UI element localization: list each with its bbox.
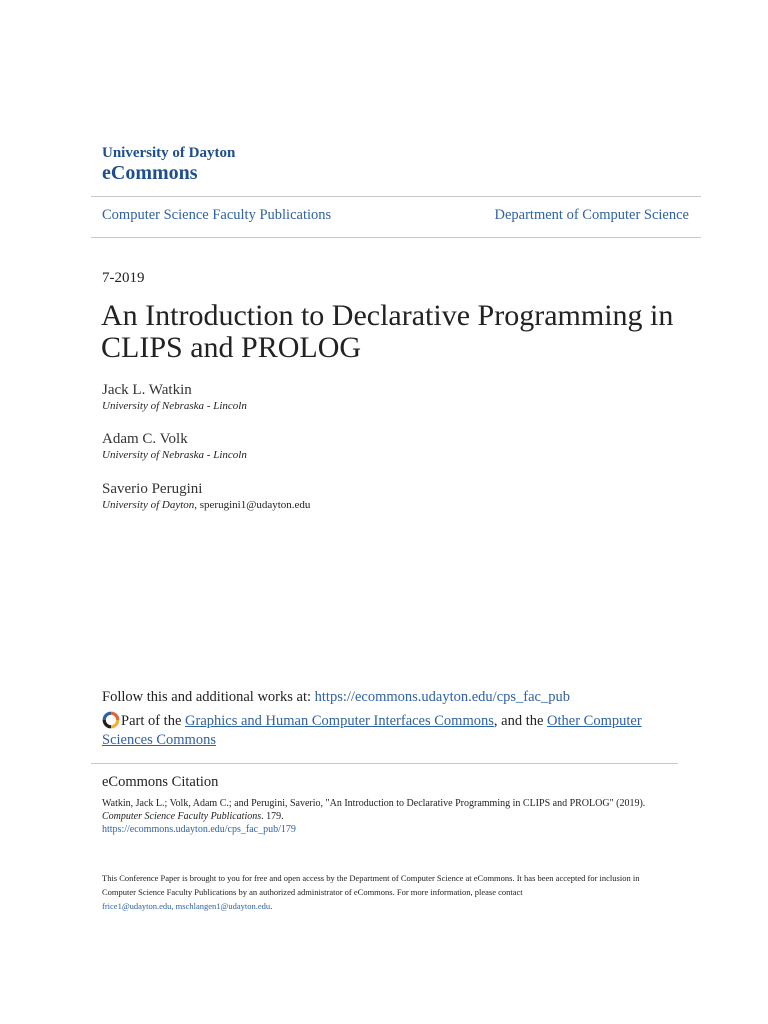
department-link[interactable]: Department of Computer Science bbox=[494, 207, 689, 223]
author-name: Saverio Perugini bbox=[102, 481, 203, 497]
contact-emails-link[interactable]: frice1@udayton.edu, mschlangen1@udayton.edu bbox=[102, 901, 271, 911]
graphics-hci-commons-link[interactable]: Graphics and Human Computer Interfaces Commons bbox=[185, 713, 494, 729]
partof-middle: , and the bbox=[493, 713, 548, 729]
author-affiliation: University of Dayton, sperugini1@udayton.edu bbox=[102, 499, 311, 511]
partof-prefix: Part of the bbox=[121, 713, 186, 729]
university-name: University of Dayton bbox=[102, 145, 236, 161]
citation-text bbox=[102, 797, 662, 836]
notice-text: This Conference Paper is brought to you for free and open access by the Department of Computer Science at eCommons. It has been accepted for inclusion in Computer Science Faculty Publications by an authorized administrator of eCommons. For more information, please contact bbox=[102, 873, 640, 897]
notice-end: . bbox=[270, 901, 273, 911]
author-affiliation: University of Nebraska - Lincoln bbox=[102, 449, 247, 461]
citation-series: Computer Science Faculty Publications bbox=[102, 811, 262, 822]
follow-line bbox=[102, 689, 570, 706]
repository-brand[interactable] bbox=[102, 145, 235, 184]
citation-heading: eCommons Citation bbox=[102, 774, 219, 790]
divider-citation bbox=[91, 763, 678, 764]
divider-nav bbox=[91, 237, 701, 238]
paper-title: An Introduction to Declarative Programming in CLIPS and PROLOG bbox=[101, 299, 674, 364]
author-email: , sperugini1@udayton.edu bbox=[194, 499, 311, 511]
author-block bbox=[102, 480, 310, 513]
citation-url-link[interactable]: https://ecommons.udayton.edu/cps_fac_pub/179 bbox=[102, 824, 296, 835]
author-affiliation: University of Nebraska - Lincoln bbox=[102, 400, 247, 412]
other-cs-commons-link[interactable]: Other Computer Sciences Commons bbox=[102, 713, 642, 748]
access-notice bbox=[102, 871, 662, 913]
citation-main: Watkin, Jack L.; Volk, Adam C.; and Perugini, Saverio, "An Introduction to Declarative Programming in CLIPS and PROLOG" (2019). bbox=[102, 798, 646, 809]
ecommons-name: eCommons bbox=[102, 162, 198, 184]
author-block bbox=[102, 381, 247, 414]
author-block bbox=[102, 430, 247, 463]
author-name: Jack L. Watkin bbox=[102, 382, 192, 398]
network-icon bbox=[102, 711, 120, 729]
follow-prefix: Follow this and additional works at: bbox=[102, 689, 315, 705]
disciplines-line bbox=[102, 711, 662, 750]
collection-nav bbox=[102, 207, 689, 224]
citation-number: . 179. bbox=[261, 811, 284, 822]
publication-date: 7-2019 bbox=[102, 270, 145, 286]
author-name: Adam C. Volk bbox=[102, 431, 188, 447]
follow-url-link[interactable]: https://ecommons.udayton.edu/cps_fac_pub bbox=[314, 689, 570, 705]
collection-link[interactable]: Computer Science Faculty Publications bbox=[102, 207, 332, 223]
divider-top bbox=[91, 196, 701, 197]
